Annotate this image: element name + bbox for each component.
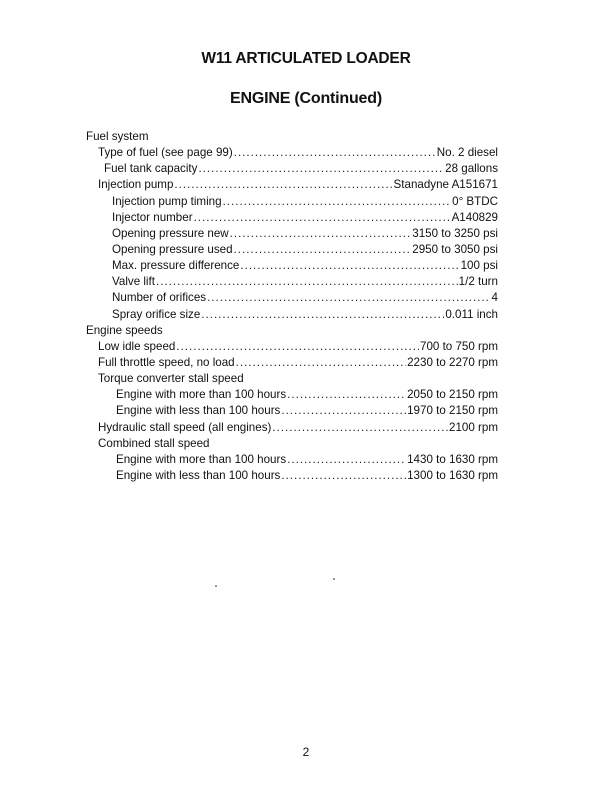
spec-value: 2230 to 2270 rpm [407, 355, 498, 369]
spec-row-combined-more-than-100 [86, 452, 498, 468]
spec-row-full-throttle-speed [86, 355, 498, 371]
scan-speck [215, 585, 217, 587]
dot-leader [234, 145, 436, 161]
spec-value: 2100 rpm [449, 420, 498, 434]
spec-label: Full throttle speed, no load [98, 355, 235, 369]
spec-label: Engine with more than 100 hours [116, 452, 287, 466]
spec-value: 1430 to 1630 rpm [407, 452, 498, 466]
spec-value: 3150 to 3250 psi [412, 226, 498, 240]
spec-row-hydraulic-stall-speed [86, 420, 498, 436]
spec-label: Injection pump timing [112, 194, 222, 208]
spec-row-combined-less-than-100 [86, 468, 498, 484]
spec-label: Engine with less than 100 hours [116, 404, 281, 418]
spec-value: 4 [491, 291, 498, 305]
dot-leader [174, 177, 392, 193]
dot-leader [234, 242, 412, 258]
spec-label: Opening pressure new [112, 226, 229, 240]
dot-leader [240, 258, 459, 274]
spec-label: Valve lift [112, 275, 155, 289]
dot-leader [194, 210, 451, 226]
spec-value: A140829 [451, 210, 498, 224]
spec-label: Hydraulic stall speed (all engines) [98, 420, 272, 434]
spec-label: Fuel tank capacity [104, 162, 198, 176]
spec-value: 2950 to 3050 psi [412, 242, 498, 256]
spec-heading-fuel-system [86, 129, 498, 145]
spec-label: Fuel system [86, 130, 149, 143]
dot-leader [287, 387, 406, 403]
page-number: 2 [302, 745, 310, 759]
spec-row-type-of-fuel [86, 145, 498, 161]
spec-label: Spray orifice size [112, 307, 201, 321]
spec-label: Max. pressure difference [112, 259, 240, 273]
document-title: W11 ARTICULATED LOADER [201, 50, 411, 67]
spec-value: 700 to 750 rpm [420, 339, 498, 353]
spec-label: Injector number [112, 210, 193, 224]
dot-leader [198, 161, 444, 177]
spec-value: 100 psi [460, 259, 498, 273]
spec-label: Torque converter stall speed [98, 372, 244, 386]
spec-heading-torque-converter-stall [86, 371, 498, 387]
spec-label: Injection pump [98, 178, 174, 192]
spec-row-low-idle-speed [86, 339, 498, 355]
spec-row-injection-pump-timing [86, 194, 498, 210]
dot-leader [156, 274, 458, 290]
spec-row-torque-less-than-100 [86, 403, 498, 419]
spec-row-max-pressure-difference [86, 258, 498, 274]
dot-leader [281, 403, 406, 419]
spec-label: Combined stall speed [98, 436, 210, 450]
spec-row-spray-orifice-size [86, 307, 498, 323]
spec-row-fuel-tank-capacity [86, 161, 498, 177]
dot-leader [287, 452, 406, 468]
dot-leader [230, 226, 412, 242]
spec-row-valve-lift [86, 274, 498, 290]
spec-heading-combined-stall [86, 436, 498, 452]
spec-row-injector-number [86, 210, 498, 226]
spec-label: Low idle speed [98, 339, 176, 353]
spec-row-torque-more-than-100 [86, 387, 498, 403]
spec-value: No. 2 diesel [436, 146, 498, 160]
spec-label: Opening pressure used [112, 242, 233, 256]
spec-label: Engine with less than 100 hours [116, 468, 281, 482]
spec-row-opening-pressure-used [86, 242, 498, 258]
spec-heading-engine-speeds [86, 323, 498, 339]
spec-value: 1300 to 1630 rpm [407, 468, 498, 482]
specifications-list [86, 129, 498, 484]
dot-leader [223, 194, 452, 210]
spec-value: 2050 to 2150 rpm [407, 388, 498, 402]
spec-label: Number of orifices [112, 291, 207, 305]
section-title: ENGINE (Continued) [230, 90, 382, 107]
spec-value: 1970 to 2150 rpm [407, 404, 498, 418]
spec-row-number-of-orifices [86, 290, 498, 306]
spec-value: 28 gallons [445, 162, 498, 176]
spec-label: Engine speeds [86, 323, 163, 337]
spec-row-injection-pump [86, 177, 498, 193]
dot-leader [281, 468, 406, 484]
scan-speck [333, 578, 335, 580]
dot-leader [207, 290, 490, 306]
dot-leader [236, 355, 406, 371]
spec-row-opening-pressure-new [86, 226, 498, 242]
spec-label: Engine with more than 100 hours [116, 388, 287, 402]
dot-leader [272, 420, 448, 436]
dot-leader [176, 339, 419, 355]
spec-value: 0° BTDC [452, 194, 498, 208]
spec-label: Type of fuel (see page 99) [98, 146, 233, 160]
spec-value: 1/2 turn [458, 275, 498, 289]
dot-leader [201, 307, 444, 323]
spec-value: 0.011 inch [445, 307, 498, 321]
spec-value: Stanadyne A151671 [393, 178, 498, 192]
